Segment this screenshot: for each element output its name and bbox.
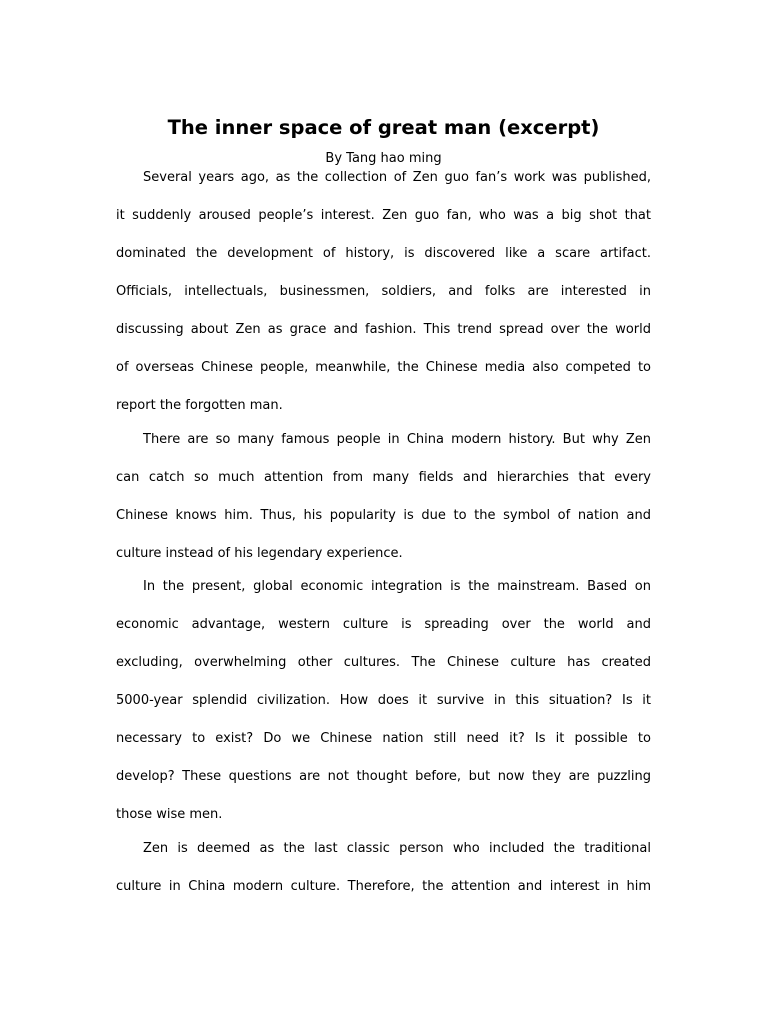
paragraph-4 bbox=[116, 840, 651, 916]
paragraph-line: Several years ago, as the collection of Zen guo fan’s work was published, bbox=[143, 170, 651, 185]
paragraph-1 bbox=[116, 169, 651, 435]
paragraph-line: excluding, overwhelming other cultures. The Chinese culture has created bbox=[116, 655, 651, 670]
document-title: The inner space of great man (excerpt) bbox=[167, 116, 600, 139]
paragraph-line: report the forgotten man. bbox=[116, 398, 283, 413]
paragraph-line: culture in China modern culture. Therefore, the attention and interest in him bbox=[116, 879, 651, 894]
paragraph-line: develop? These questions are not thought before, but now they are puzzling bbox=[116, 769, 651, 784]
paragraph-line: of overseas Chinese people, meanwhile, the Chinese media also competed to bbox=[116, 360, 651, 375]
author-byline: By Tang hao ming bbox=[325, 151, 442, 166]
paragraph-line: necessary to exist? Do we Chinese nation still need it? Is it possible to bbox=[116, 731, 651, 746]
paragraph-line: can catch so much attention from many fields and hierarchies that every bbox=[116, 470, 651, 485]
paragraph-line: 5000-year splendid civilization. How does it survive in this situation? Is it bbox=[116, 693, 651, 708]
paragraph-line: dominated the development of history, is discovered like a scare artifact. bbox=[116, 246, 651, 261]
paragraph-line: discussing about Zen as grace and fashion. This trend spread over the world bbox=[116, 322, 651, 337]
paragraph-line: it suddenly aroused people’s interest. Zen guo fan, who was a big shot that bbox=[116, 208, 651, 223]
paragraph-line: There are so many famous people in China modern history. But why Zen bbox=[143, 432, 651, 447]
paragraph-line: Chinese knows him. Thus, his popularity is due to the symbol of nation and bbox=[116, 508, 651, 523]
paragraph-3 bbox=[116, 578, 651, 844]
paragraph-line: economic advantage, western culture is spreading over the world and bbox=[116, 617, 651, 632]
paragraph-line: Zen is deemed as the last classic person who included the traditional bbox=[143, 841, 651, 856]
paragraph-line: Officials, intellectuals, businessmen, soldiers, and folks are interested in bbox=[116, 284, 651, 299]
paragraph-2 bbox=[116, 431, 651, 583]
paragraph-line: those wise men. bbox=[116, 807, 223, 822]
paragraph-line: culture instead of his legendary experience. bbox=[116, 546, 403, 561]
paragraph-line: In the present, global economic integration is the mainstream. Based on bbox=[143, 579, 651, 594]
